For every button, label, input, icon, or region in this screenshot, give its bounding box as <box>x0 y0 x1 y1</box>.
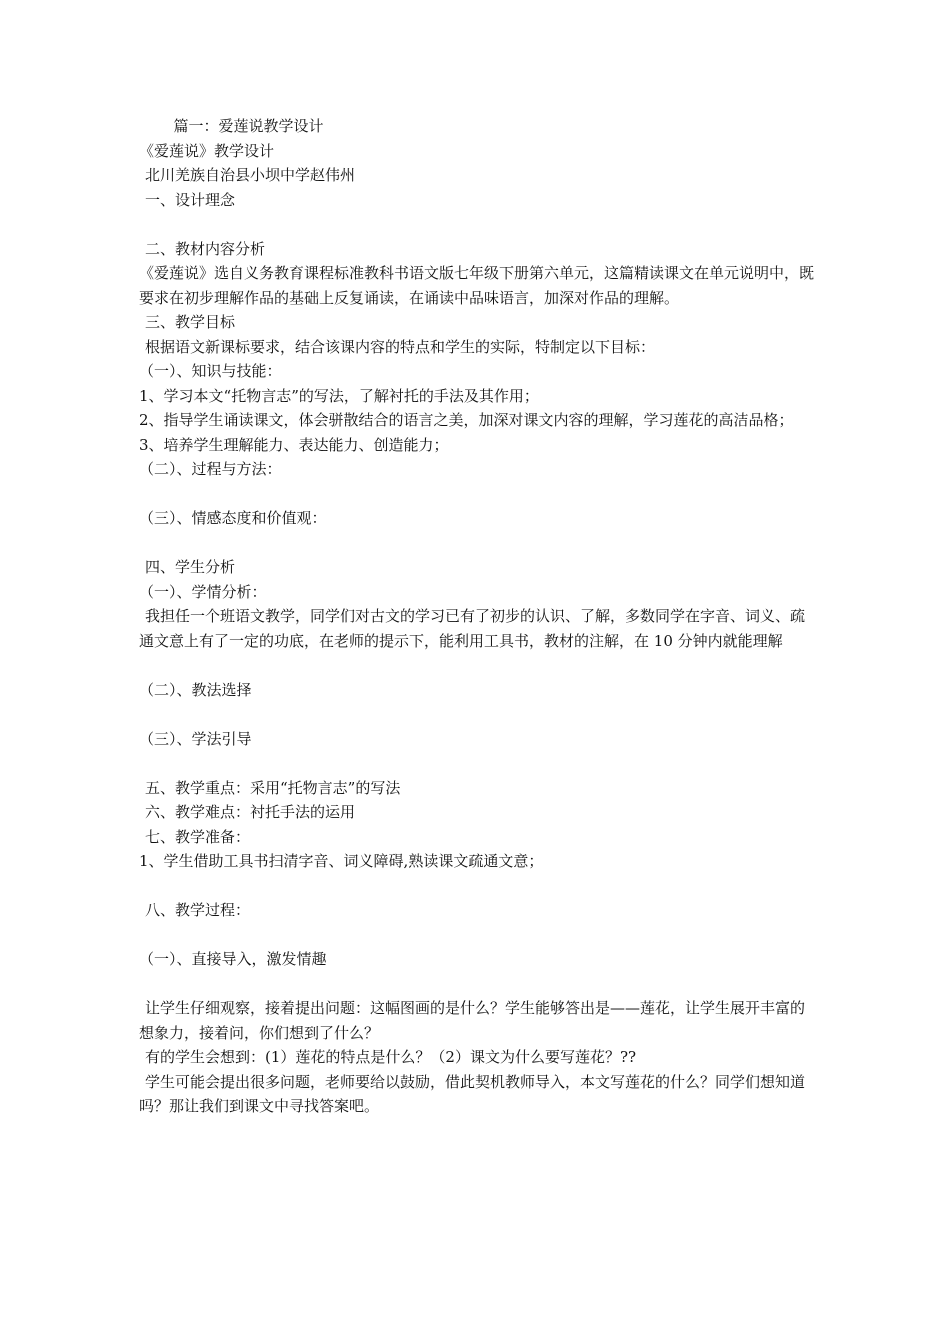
paragraph: 《爱莲说》选自义务教育课程标准教科书语文版七年级下册第六单元，这篇精读课文在单元说明中，既要求在初步理解作品的基础上反复诵读，在诵读中品味语言，加深对作品的理解。 <box>139 264 815 307</box>
blank-line <box>139 653 819 678</box>
blank-line <box>139 874 819 899</box>
blank-line <box>139 972 819 997</box>
subheading: （一）、直接导入，激发情趣 <box>139 950 327 968</box>
list-item: 1、学习本文“托物言志”的写法，了解衬托的手法及其作用； <box>139 386 539 405</box>
list-item: 2、指导学生诵读课文，体会骈散结合的语言之美，加深对课文内容的理解，学习莲花的高洁品格； <box>139 411 794 429</box>
paragraph: 学生可能会提出很多问题，老师要给以鼓励，借此契机教师导入，本文写莲花的什么？同学们想知道吗？那让我们到课文中寻找答案吧。 <box>139 1072 806 1115</box>
paragraph: 有的学生会想到：(1）莲花的特点是什么？（2）课文为什么要写莲花？?? <box>145 1048 637 1066</box>
document-subtitle: 《爱莲说》教学设计 <box>139 141 275 160</box>
blank-line <box>139 482 819 507</box>
subheading: （一）、知识与技能： <box>139 362 282 380</box>
subheading: （三）、学法引导 <box>139 729 252 748</box>
blank-line <box>139 702 819 727</box>
section-heading-1: 一、设计理念 <box>145 190 236 209</box>
document-title: 篇一：爱莲说教学设计 <box>173 117 324 135</box>
section-heading-3: 三、教学目标 <box>145 313 236 331</box>
subheading: （二）、教法选择 <box>139 680 252 699</box>
section-heading-8: 八、教学过程： <box>145 901 251 919</box>
section-heading-7: 七、教学准备： <box>145 827 251 846</box>
section-heading-2: 二、教材内容分析 <box>145 239 266 258</box>
list-item: 3、培养学生理解能力、表达能力、创造能力； <box>139 435 449 454</box>
paragraph: 我担任一个班语文教学，同学们对古文的学习已有了初步的认识、了解，多数同学在字音、词义、疏通文意上有了一定的功底，在老师的提示下，能利用工具书，教材的注解，在 10 分钟内就能理解 <box>139 607 806 650</box>
document-author: 北川羌族自治县小坝中学赵伟州 <box>145 166 356 184</box>
document-page <box>139 114 819 1119</box>
subheading: （三）、情感态度和价值观： <box>139 509 327 527</box>
subheading: （一）、学情分析： <box>139 582 267 601</box>
section-heading-4: 四、学生分析 <box>145 558 236 576</box>
blank-line <box>139 751 819 776</box>
blank-line <box>139 923 819 948</box>
section-heading-6: 六、教学难点：衬托手法的运用 <box>145 803 356 821</box>
blank-line <box>139 212 819 237</box>
list-item: 1、学生借助工具书扫清字音、词义障碍,熟读课文疏通文意； <box>139 852 544 870</box>
section-heading-5: 五、教学重点：采用“托物言志”的写法 <box>145 778 401 797</box>
paragraph: 根据语文新课标要求，结合该课内容的特点和学生的实际，特制定以下目标： <box>145 337 656 356</box>
paragraph: 让学生仔细观察，接着提出问题：这幅图画的是什么？学生能够答出是——莲花，让学生展开丰富的想象力，接着问，你们想到了什么？ <box>139 999 806 1042</box>
blank-line <box>139 531 819 556</box>
subheading: （二）、过程与方法： <box>139 460 282 478</box>
